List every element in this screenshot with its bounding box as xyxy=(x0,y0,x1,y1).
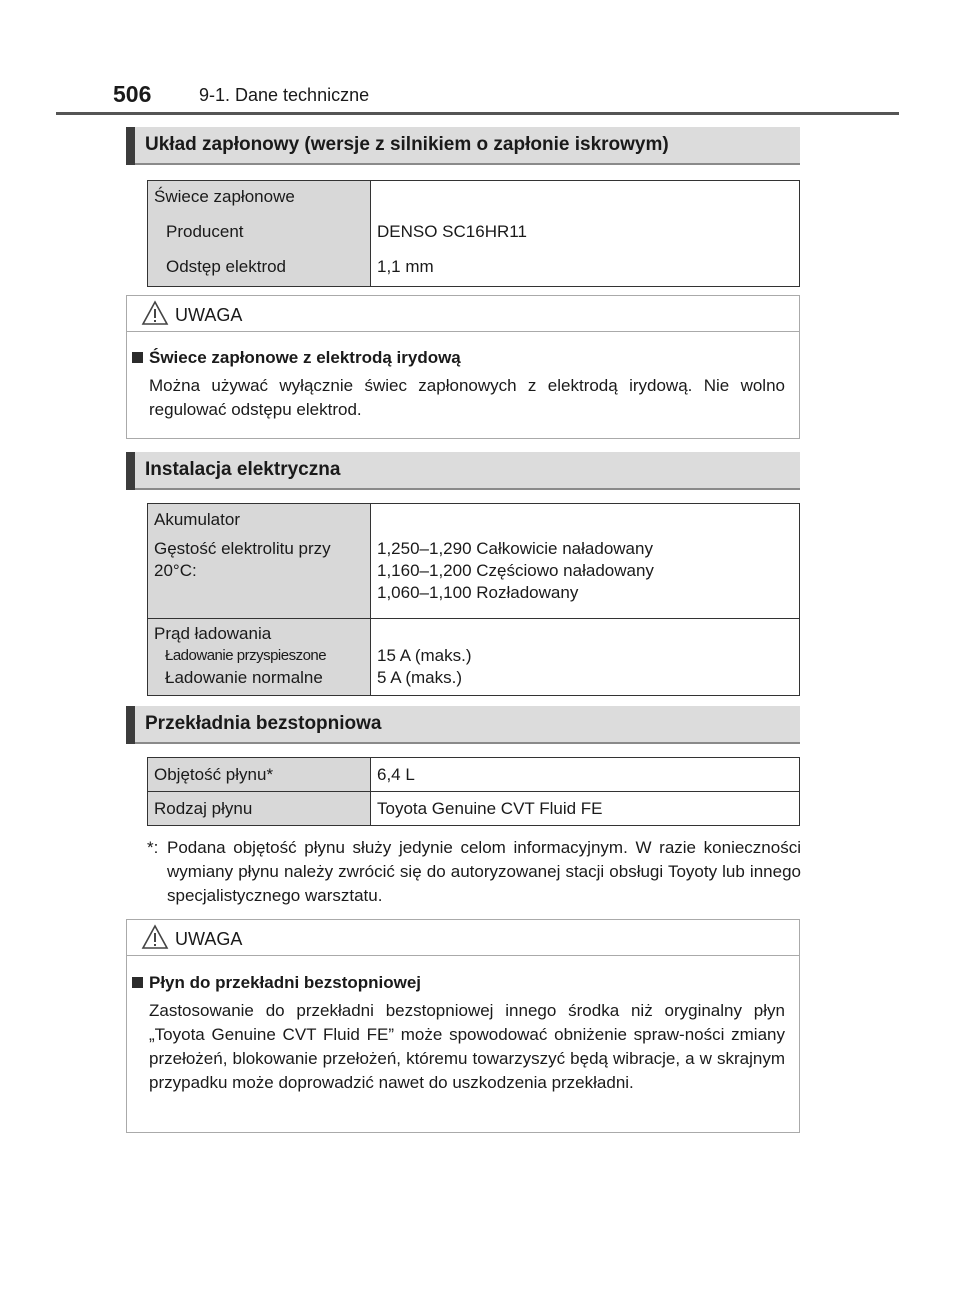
warning-title-text: Świece zapłonowe z elektrodą irydową xyxy=(149,348,461,367)
electrolyte-label-line1: Gęstość elektrolitu przy xyxy=(154,539,331,558)
chapter-title: 9-1. Dane techniczne xyxy=(199,85,370,105)
section-title: Przekładnia bezstopniowa xyxy=(145,713,382,734)
section-marker xyxy=(126,706,135,744)
warning-title xyxy=(132,972,421,994)
bullet-square-icon xyxy=(132,977,143,988)
section-heading-cvt xyxy=(126,706,800,744)
section-heading-electrical xyxy=(126,452,800,490)
density-full: 1,250–1,290 Całkowicie naładowany xyxy=(377,539,653,558)
fluid-type-label-cell xyxy=(148,792,371,826)
spark-plug-label-cell xyxy=(148,181,371,287)
manufacturer-value: DENSO SC16HR11 xyxy=(377,222,527,241)
fluid-capacity-label-cell xyxy=(148,758,371,792)
charging-current-label: Prąd ładowania xyxy=(154,624,272,643)
electrode-gap-value: 1,1 mm xyxy=(377,257,434,276)
bullet-square-icon xyxy=(132,352,143,363)
fast-charge-label: Ładowanie przyspieszone xyxy=(165,647,327,664)
charging-label-cell xyxy=(148,619,371,696)
fluid-type-label: Rodzaj płynu xyxy=(154,799,253,818)
warning-body: Zastosowanie do przekładni bezstopniowej innego środka niż oryginalny płyn „Toyota Genuine CVT Fluid FE” może spowodować obniżenie spraw-ności zmiany przełożeń, blokowanie przełożeń, któremu towarzyszyć będą wibracje, a w skrajnym przypadku może doprowadzić nawet do uszkodzenia przekładni. xyxy=(149,1001,785,1092)
charging-value-cell xyxy=(371,619,800,696)
warning-title xyxy=(132,347,461,369)
footnote-marker: *: xyxy=(147,838,159,857)
fast-charge-value: 15 A (maks.) xyxy=(377,646,472,665)
fluid-capacity-value-cell xyxy=(371,758,800,792)
footnote-text: Podana objętość płynu służy jedynie celom informacyjnym. W razie konieczności wymiany płynu należy zwrócić się do autoryzowanej stacji obsługi Toyoty lub innego specjalistycznego warsztatu. xyxy=(167,838,801,905)
warning-body: Można używać wyłącznie świec zapłonowych z elektrodą irydową. Nie wolno regulować odstępu elektrod. xyxy=(149,376,785,419)
electrical-spec-table xyxy=(147,503,800,696)
fluid-capacity-label: Objętość płynu* xyxy=(154,765,274,784)
warning-triangle-icon xyxy=(141,300,169,326)
warning-header xyxy=(127,296,799,332)
manufacturer-label: Producent xyxy=(166,222,244,241)
header-rule xyxy=(56,112,899,115)
fluid-type-value-cell xyxy=(371,792,800,826)
spark-plug-group-label: Świece zapłonowe xyxy=(154,187,295,206)
fluid-type-value: Toyota Genuine CVT Fluid FE xyxy=(377,799,603,818)
warning-label: UWAGA xyxy=(175,305,243,325)
fluid-capacity-value: 6,4 L xyxy=(377,765,415,784)
warning-header xyxy=(127,920,799,956)
warning-triangle-icon xyxy=(141,924,169,950)
density-discharged: 1,060–1,100 Rozładowany xyxy=(377,583,579,602)
section-marker xyxy=(126,452,135,490)
warning-box-cvt-fluid xyxy=(126,919,800,1133)
section-title: Układ zapłonowy (wersje z silnikiem o zapłonie iskrowym) xyxy=(145,134,669,155)
ignition-spec-table xyxy=(147,180,800,287)
cvt-spec-table xyxy=(147,757,800,826)
warning-label: UWAGA xyxy=(175,929,243,949)
spark-plug-value-cell xyxy=(371,181,800,287)
battery-value-cell xyxy=(371,504,800,619)
page-number: 506 xyxy=(113,81,152,107)
density-partial: 1,160–1,200 Częściowo naładowany xyxy=(377,561,654,580)
normal-charge-label: Ładowanie normalne xyxy=(165,668,323,687)
section-marker xyxy=(126,127,135,165)
battery-label: Akumulator xyxy=(154,510,240,529)
warning-title-text: Płyn do przekładni bezstopniowej xyxy=(149,973,422,992)
section-heading-ignition xyxy=(126,127,800,165)
section-title: Instalacja elektryczna xyxy=(145,459,341,480)
electrolyte-label-line2: 20°C: xyxy=(154,561,197,580)
normal-charge-value: 5 A (maks.) xyxy=(377,668,463,687)
electrode-gap-label: Odstęp elektrod xyxy=(166,257,287,276)
warning-box-spark-plugs xyxy=(126,295,800,439)
battery-label-cell xyxy=(148,504,371,619)
